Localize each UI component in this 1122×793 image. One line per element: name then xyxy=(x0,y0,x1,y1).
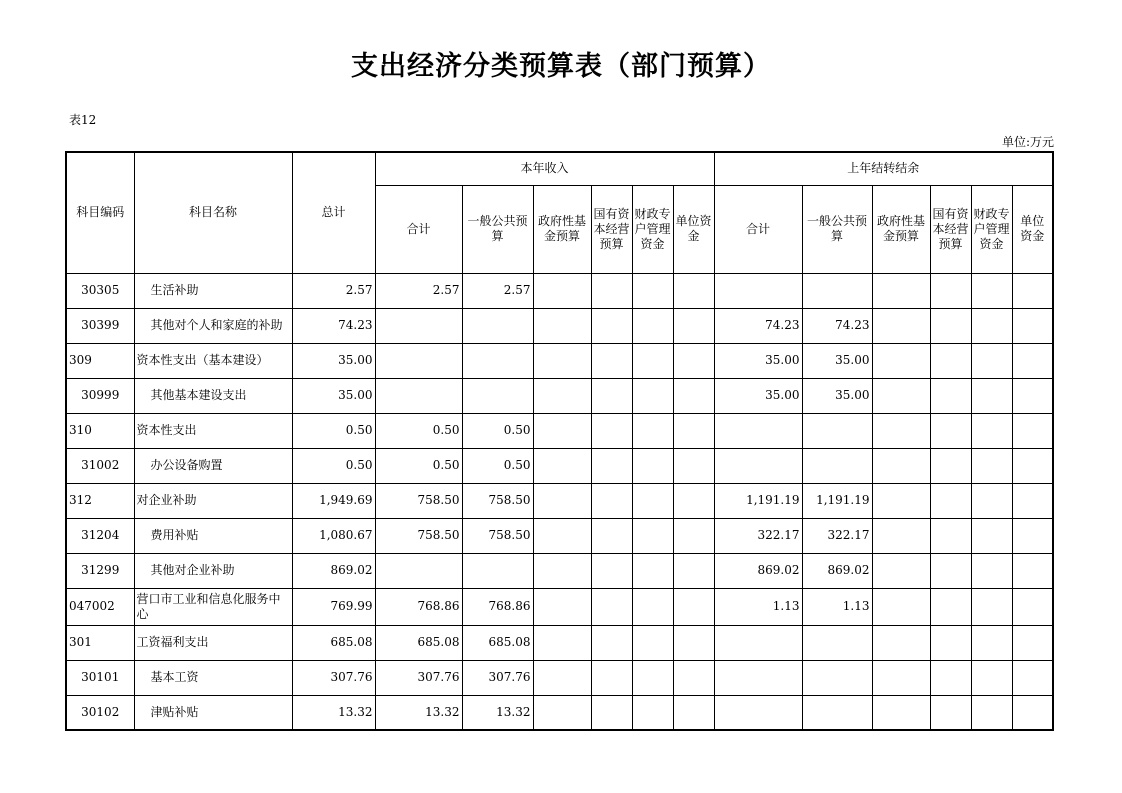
cell-c-state xyxy=(591,343,632,378)
cell-p-fund xyxy=(872,343,930,378)
cell-p-unit xyxy=(1012,588,1053,625)
cell-p-general: 322.17 xyxy=(802,518,872,553)
cell-c-state xyxy=(591,413,632,448)
cell-c-general xyxy=(462,308,533,343)
cell-code: 30102 xyxy=(66,695,134,730)
cell-p-state xyxy=(930,273,971,308)
table-row xyxy=(66,695,1053,730)
cell-c-fund xyxy=(533,343,591,378)
cell-c-general: 0.50 xyxy=(462,448,533,483)
table-row xyxy=(66,483,1053,518)
table-row xyxy=(66,660,1053,695)
cell-name: 营口市工业和信息化服务中心 xyxy=(134,588,292,625)
cell-name: 工资福利支出 xyxy=(134,625,292,660)
cell-p-general: 1.13 xyxy=(802,588,872,625)
table-row xyxy=(66,413,1053,448)
cell-name: 生活补助 xyxy=(134,273,292,308)
cell-p-unit xyxy=(1012,343,1053,378)
cell-p-fund xyxy=(872,448,930,483)
cell-c-fiscal xyxy=(632,553,673,588)
header-total: 总计 xyxy=(292,152,375,273)
cell-p-state xyxy=(930,518,971,553)
cell-p-fund xyxy=(872,553,930,588)
cell-c-fund xyxy=(533,625,591,660)
table-row xyxy=(66,378,1053,413)
cell-c-state xyxy=(591,660,632,695)
cell-p-fund xyxy=(872,273,930,308)
cell-p-unit xyxy=(1012,660,1053,695)
cell-c-state xyxy=(591,518,632,553)
header-code: 科目编码 xyxy=(66,152,134,273)
cell-p-fiscal xyxy=(971,518,1012,553)
cell-code: 30399 xyxy=(66,308,134,343)
cell-p-state xyxy=(930,625,971,660)
cell-p-general: 869.02 xyxy=(802,553,872,588)
header-current-income: 本年收入 xyxy=(375,152,714,185)
cell-c-unit xyxy=(673,483,714,518)
cell-total: 13.32 xyxy=(292,695,375,730)
cell-c-general: 758.50 xyxy=(462,518,533,553)
table-row xyxy=(66,553,1053,588)
cell-code: 309 xyxy=(66,343,134,378)
cell-c-unit xyxy=(673,273,714,308)
cell-p-general xyxy=(802,695,872,730)
cell-c-total: 685.08 xyxy=(375,625,462,660)
cell-c-fiscal xyxy=(632,483,673,518)
cell-p-state xyxy=(930,483,971,518)
cell-c-total: 768.86 xyxy=(375,588,462,625)
cell-c-fund xyxy=(533,308,591,343)
table-row xyxy=(66,518,1053,553)
cell-p-fiscal xyxy=(971,343,1012,378)
cell-p-total: 1.13 xyxy=(714,588,802,625)
cell-c-total xyxy=(375,553,462,588)
cell-c-total xyxy=(375,343,462,378)
table-row xyxy=(66,625,1053,660)
cell-c-state xyxy=(591,483,632,518)
cell-c-total xyxy=(375,308,462,343)
cell-p-state xyxy=(930,413,971,448)
cell-p-state xyxy=(930,308,971,343)
cell-p-unit xyxy=(1012,448,1053,483)
cell-p-total: 869.02 xyxy=(714,553,802,588)
table-row xyxy=(66,448,1053,483)
header-carry-state: 国有资本经营预算 xyxy=(930,185,971,273)
page-title: 支出经济分类预算表（部门预算） xyxy=(351,51,771,82)
cell-p-general xyxy=(802,660,872,695)
cell-c-state xyxy=(591,378,632,413)
cell-name: 费用补贴 xyxy=(134,518,292,553)
cell-p-fund xyxy=(872,308,930,343)
cell-total: 0.50 xyxy=(292,448,375,483)
cell-p-state xyxy=(930,448,971,483)
cell-total: 869.02 xyxy=(292,553,375,588)
cell-p-state xyxy=(930,378,971,413)
header-current-fiscal: 财政专户管理资金 xyxy=(632,185,673,273)
cell-p-fiscal xyxy=(971,553,1012,588)
cell-p-general: 35.00 xyxy=(802,343,872,378)
cell-name: 对企业补助 xyxy=(134,483,292,518)
header-carry-fiscal: 财政专户管理资金 xyxy=(971,185,1012,273)
cell-c-state xyxy=(591,273,632,308)
table-body xyxy=(66,273,1053,730)
cell-c-fund xyxy=(533,413,591,448)
cell-c-total: 307.76 xyxy=(375,660,462,695)
cell-p-fund xyxy=(872,483,930,518)
cell-p-fiscal xyxy=(971,588,1012,625)
cell-p-total xyxy=(714,660,802,695)
cell-p-general xyxy=(802,625,872,660)
cell-c-fiscal xyxy=(632,588,673,625)
cell-p-total: 35.00 xyxy=(714,378,802,413)
header-name: 科目名称 xyxy=(134,152,292,273)
cell-c-unit xyxy=(673,588,714,625)
cell-c-unit xyxy=(673,518,714,553)
cell-p-unit xyxy=(1012,553,1053,588)
cell-p-fund xyxy=(872,413,930,448)
cell-p-fund xyxy=(872,625,930,660)
cell-c-general xyxy=(462,553,533,588)
cell-c-fund xyxy=(533,588,591,625)
cell-c-fiscal xyxy=(632,518,673,553)
cell-c-fund xyxy=(533,518,591,553)
cell-p-total xyxy=(714,695,802,730)
cell-c-fiscal xyxy=(632,625,673,660)
table-number: 表12 xyxy=(69,113,97,127)
cell-c-fund xyxy=(533,483,591,518)
cell-p-total: 322.17 xyxy=(714,518,802,553)
cell-c-unit xyxy=(673,413,714,448)
header-current-total: 合计 xyxy=(375,185,462,273)
cell-name: 其他对企业补助 xyxy=(134,553,292,588)
cell-p-fiscal xyxy=(971,413,1012,448)
cell-total: 35.00 xyxy=(292,378,375,413)
cell-c-fund xyxy=(533,448,591,483)
cell-p-fund xyxy=(872,660,930,695)
cell-code: 30999 xyxy=(66,378,134,413)
cell-name: 办公设备购置 xyxy=(134,448,292,483)
cell-c-fiscal xyxy=(632,273,673,308)
cell-p-fund xyxy=(872,378,930,413)
cell-total: 74.23 xyxy=(292,308,375,343)
cell-c-state xyxy=(591,588,632,625)
cell-c-fund xyxy=(533,660,591,695)
cell-c-fiscal xyxy=(632,695,673,730)
cell-p-general xyxy=(802,273,872,308)
cell-p-fiscal xyxy=(971,378,1012,413)
cell-p-fiscal xyxy=(971,448,1012,483)
cell-p-fiscal xyxy=(971,308,1012,343)
cell-p-total: 1,191.19 xyxy=(714,483,802,518)
cell-p-general: 35.00 xyxy=(802,378,872,413)
cell-total: 2.57 xyxy=(292,273,375,308)
cell-p-state xyxy=(930,588,971,625)
unit-label: 单位:万元 xyxy=(1001,135,1054,149)
cell-name: 资本性支出（基本建设） xyxy=(134,343,292,378)
cell-p-unit xyxy=(1012,695,1053,730)
table-row xyxy=(66,308,1053,343)
cell-c-total xyxy=(375,378,462,413)
cell-p-state xyxy=(930,695,971,730)
cell-c-fund xyxy=(533,378,591,413)
cell-p-unit xyxy=(1012,483,1053,518)
cell-code: 047002 xyxy=(66,588,134,625)
cell-c-general xyxy=(462,378,533,413)
cell-c-state xyxy=(591,308,632,343)
header-carry-total: 合计 xyxy=(714,185,802,273)
cell-p-total xyxy=(714,625,802,660)
cell-total: 685.08 xyxy=(292,625,375,660)
cell-p-state xyxy=(930,660,971,695)
cell-c-fiscal xyxy=(632,448,673,483)
cell-p-fund xyxy=(872,518,930,553)
cell-c-unit xyxy=(673,625,714,660)
cell-p-fiscal xyxy=(971,483,1012,518)
cell-p-general xyxy=(802,413,872,448)
budget-table xyxy=(65,151,1054,731)
cell-p-total xyxy=(714,273,802,308)
cell-p-unit xyxy=(1012,273,1053,308)
cell-c-total: 758.50 xyxy=(375,518,462,553)
cell-p-total: 35.00 xyxy=(714,343,802,378)
cell-total: 0.50 xyxy=(292,413,375,448)
cell-c-unit xyxy=(673,378,714,413)
cell-p-total: 74.23 xyxy=(714,308,802,343)
cell-p-state xyxy=(930,553,971,588)
cell-name: 其他对个人和家庭的补助 xyxy=(134,308,292,343)
header-carry-unit: 单位资金 xyxy=(1012,185,1053,273)
cell-p-unit xyxy=(1012,518,1053,553)
cell-total: 1,080.67 xyxy=(292,518,375,553)
cell-c-fiscal xyxy=(632,378,673,413)
cell-code: 31299 xyxy=(66,553,134,588)
cell-c-fiscal xyxy=(632,343,673,378)
cell-p-unit xyxy=(1012,625,1053,660)
table-header xyxy=(66,152,1053,273)
cell-c-total: 0.50 xyxy=(375,413,462,448)
cell-p-fiscal xyxy=(971,273,1012,308)
cell-c-state xyxy=(591,625,632,660)
cell-c-state xyxy=(591,553,632,588)
cell-total: 1,949.69 xyxy=(292,483,375,518)
cell-name: 津贴补贴 xyxy=(134,695,292,730)
table-row xyxy=(66,273,1053,308)
cell-c-general xyxy=(462,343,533,378)
cell-code: 30305 xyxy=(66,273,134,308)
cell-c-total: 13.32 xyxy=(375,695,462,730)
cell-c-fiscal xyxy=(632,660,673,695)
cell-c-unit xyxy=(673,660,714,695)
table-row xyxy=(66,588,1053,625)
header-current-unit: 单位资金 xyxy=(673,185,714,273)
cell-total: 769.99 xyxy=(292,588,375,625)
cell-code: 310 xyxy=(66,413,134,448)
header-current-general: 一般公共预算 xyxy=(462,185,533,273)
cell-p-fiscal xyxy=(971,660,1012,695)
cell-name: 基本工资 xyxy=(134,660,292,695)
cell-p-general xyxy=(802,448,872,483)
cell-name: 资本性支出 xyxy=(134,413,292,448)
cell-code: 301 xyxy=(66,625,134,660)
cell-c-general: 2.57 xyxy=(462,273,533,308)
cell-p-general: 74.23 xyxy=(802,308,872,343)
cell-code: 30101 xyxy=(66,660,134,695)
header-carry-fund: 政府性基金预算 xyxy=(872,185,930,273)
header-current-state: 国有资本经营预算 xyxy=(591,185,632,273)
cell-c-general: 13.32 xyxy=(462,695,533,730)
cell-c-general: 307.76 xyxy=(462,660,533,695)
cell-c-fund xyxy=(533,553,591,588)
cell-c-general: 758.50 xyxy=(462,483,533,518)
cell-c-fiscal xyxy=(632,308,673,343)
header-carryover: 上年结转结余 xyxy=(714,152,1053,185)
cell-c-fund xyxy=(533,273,591,308)
header-current-fund: 政府性基金预算 xyxy=(533,185,591,273)
cell-name: 其他基本建设支出 xyxy=(134,378,292,413)
cell-p-unit xyxy=(1012,413,1053,448)
cell-p-total xyxy=(714,448,802,483)
cell-c-unit xyxy=(673,343,714,378)
cell-c-general: 768.86 xyxy=(462,588,533,625)
cell-c-unit xyxy=(673,553,714,588)
cell-p-total xyxy=(714,413,802,448)
cell-code: 312 xyxy=(66,483,134,518)
cell-c-fund xyxy=(533,695,591,730)
cell-c-unit xyxy=(673,308,714,343)
cell-c-total: 2.57 xyxy=(375,273,462,308)
cell-p-state xyxy=(930,343,971,378)
cell-c-state xyxy=(591,448,632,483)
cell-p-fund xyxy=(872,588,930,625)
cell-p-unit xyxy=(1012,308,1053,343)
cell-total: 307.76 xyxy=(292,660,375,695)
cell-c-unit xyxy=(673,695,714,730)
cell-p-unit xyxy=(1012,378,1053,413)
cell-c-total: 758.50 xyxy=(375,483,462,518)
cell-total: 35.00 xyxy=(292,343,375,378)
cell-c-general: 0.50 xyxy=(462,413,533,448)
table-row xyxy=(66,343,1053,378)
cell-c-state xyxy=(591,695,632,730)
cell-c-general: 685.08 xyxy=(462,625,533,660)
cell-c-total: 0.50 xyxy=(375,448,462,483)
cell-p-general: 1,191.19 xyxy=(802,483,872,518)
cell-code: 31204 xyxy=(66,518,134,553)
cell-c-unit xyxy=(673,448,714,483)
cell-p-fiscal xyxy=(971,695,1012,730)
cell-p-fund xyxy=(872,695,930,730)
cell-c-fiscal xyxy=(632,413,673,448)
cell-p-fiscal xyxy=(971,625,1012,660)
header-carry-general: 一般公共预算 xyxy=(802,185,872,273)
cell-code: 31002 xyxy=(66,448,134,483)
